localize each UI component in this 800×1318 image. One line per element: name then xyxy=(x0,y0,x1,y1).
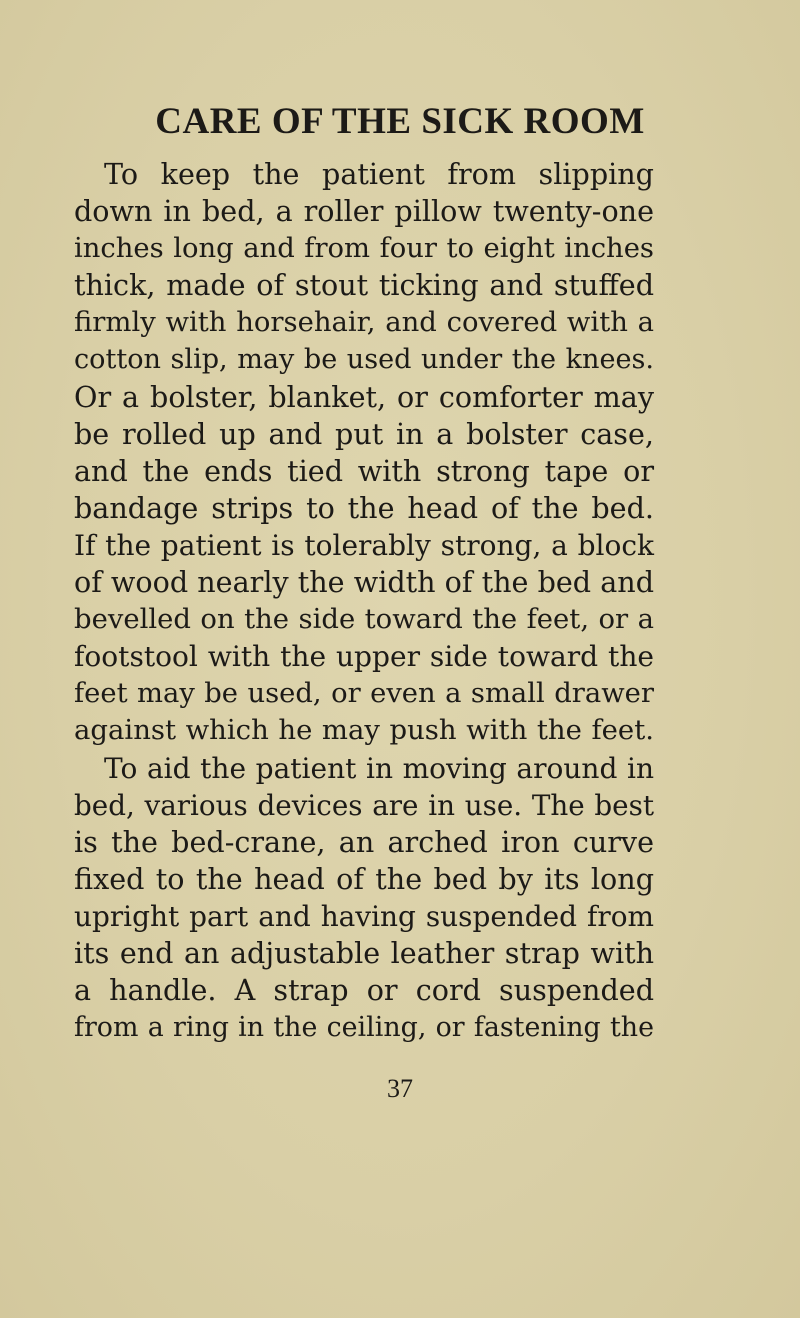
text-line: upright part and having suspended from xyxy=(74,899,654,933)
text-line: feet may be used, or even a small drawer xyxy=(74,678,654,710)
text-line: down in bed, a roller pillow twenty-one xyxy=(74,194,654,229)
text-line: be rolled up and put in a bolster case, xyxy=(74,416,654,451)
text-line: firmly with horsehair, and covered with a xyxy=(74,307,654,339)
text-line: bed, various devices are in use. The best xyxy=(74,788,654,822)
text-line: Or a bolster, blanket, or comforter may xyxy=(74,379,654,414)
text-line: and the ends tied with strong tape or xyxy=(74,453,654,488)
text-line: bevelled on the side toward the feet, or a xyxy=(74,604,654,636)
text-line: To aid the patient in moving around in xyxy=(104,751,654,785)
body-text xyxy=(74,156,654,1046)
text-line: a handle. A strap or cord suspended xyxy=(74,973,654,1008)
text-line: is the bed-crane, an arched iron curve xyxy=(74,824,654,859)
text-line: To keep the patient from slipping xyxy=(104,157,654,191)
text-line: against which he may push with the feet. xyxy=(74,714,654,747)
text-line: of wood nearly the width of the bed and xyxy=(74,565,654,600)
text-line: fixed to the head of the bed by its long xyxy=(74,861,654,896)
text-line: footstool with the upper side toward the xyxy=(74,640,654,674)
text-line: If the patient is tolerably strong, a block xyxy=(74,528,654,562)
text-line: from a ring in the ceiling, or fastening the xyxy=(74,1012,654,1044)
text-line: bandage strips to the head of the bed. xyxy=(74,490,654,525)
running-header: CARE OF THE SICK ROOM xyxy=(155,101,645,142)
text-line: inches long and from four to eight inches xyxy=(74,233,654,265)
text-line: cotton slip, may be used under the knees. xyxy=(74,344,654,376)
page-number: 37 xyxy=(387,1074,413,1103)
text-line: its end an adjustable leather strap with xyxy=(74,935,654,970)
text-line: thick, made of stout ticking and stuffed xyxy=(74,268,654,303)
